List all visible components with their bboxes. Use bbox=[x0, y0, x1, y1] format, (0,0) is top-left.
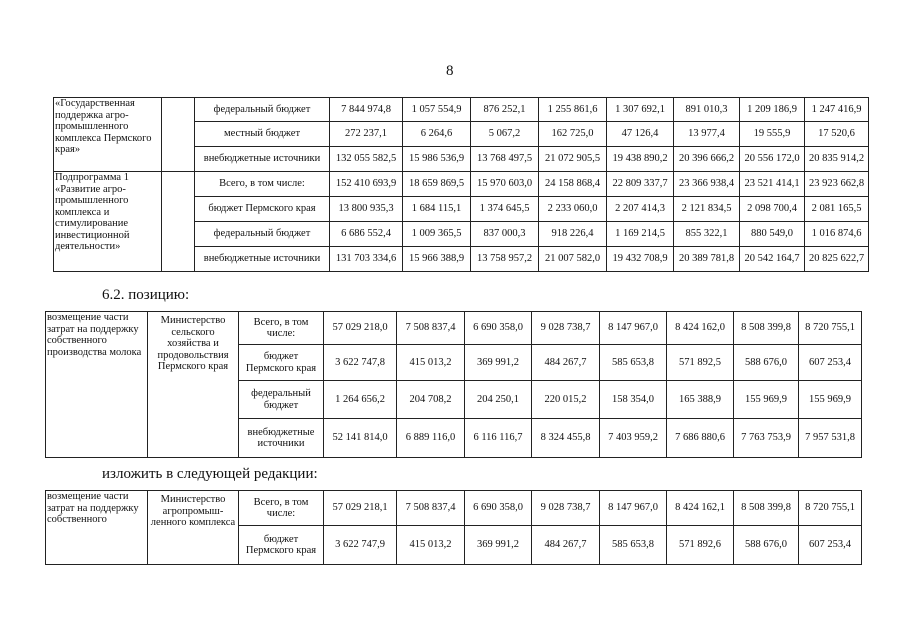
value-cell: 571 892,5 bbox=[667, 345, 734, 381]
value-cell: 18 659 869,5 bbox=[403, 172, 471, 197]
value-cell: 7 508 837,4 bbox=[397, 312, 465, 345]
page-number: 8 bbox=[446, 63, 454, 79]
value-cell: 1 684 115,1 bbox=[403, 197, 471, 222]
value-cell: 57 029 218,1 bbox=[324, 491, 397, 526]
source-label: федеральный бюджет bbox=[195, 98, 330, 122]
source-label: бюджет Пермского края bbox=[239, 526, 324, 565]
value-cell: 19 438 890,2 bbox=[607, 147, 674, 172]
value-cell: 15 986 536,9 bbox=[403, 147, 471, 172]
value-cell: 155 969,9 bbox=[799, 381, 862, 419]
value-cell: 165 388,9 bbox=[667, 381, 734, 419]
empty-cell bbox=[162, 172, 195, 272]
value-cell: 20 389 781,8 bbox=[674, 247, 740, 272]
value-cell: 162 725,0 bbox=[539, 122, 607, 147]
value-cell: 24 158 868,4 bbox=[539, 172, 607, 197]
source-label: Всего, в том числе: bbox=[195, 172, 330, 197]
measure-name: возмещение части затрат на поддержку собственного производства молока bbox=[46, 312, 148, 458]
value-cell: 23 923 662,8 bbox=[805, 172, 869, 197]
table-row bbox=[46, 312, 862, 345]
table-new-position bbox=[45, 490, 862, 565]
source-label: местный бюджет bbox=[195, 122, 330, 147]
value-cell: 13 758 957,2 bbox=[471, 247, 539, 272]
source-label: бюджет Пермского края bbox=[239, 345, 324, 381]
value-cell: 1 247 416,9 bbox=[805, 98, 869, 122]
empty-cell bbox=[162, 98, 195, 172]
source-label: федеральный бюджет bbox=[239, 381, 324, 419]
value-cell: 585 653,8 bbox=[600, 526, 667, 565]
value-cell: 17 520,6 bbox=[805, 122, 869, 147]
table-row bbox=[54, 98, 869, 122]
value-cell: 588 676,0 bbox=[734, 345, 799, 381]
value-cell: 7 508 837,4 bbox=[397, 491, 465, 526]
value-cell: 204 250,1 bbox=[465, 381, 532, 419]
value-cell: 1 169 214,5 bbox=[607, 222, 674, 247]
value-cell: 19 555,9 bbox=[740, 122, 805, 147]
value-cell: 20 835 914,2 bbox=[805, 147, 869, 172]
value-cell: 1 255 861,6 bbox=[539, 98, 607, 122]
value-cell: 47 126,4 bbox=[607, 122, 674, 147]
value-cell: 7 957 531,8 bbox=[799, 419, 862, 458]
value-cell: 158 354,0 bbox=[600, 381, 667, 419]
value-cell: 21 072 905,5 bbox=[539, 147, 607, 172]
value-cell: 415 013,2 bbox=[397, 526, 465, 565]
value-cell: 23 521 414,1 bbox=[740, 172, 805, 197]
value-cell: 415 013,2 bbox=[397, 345, 465, 381]
value-cell: 3 622 747,8 bbox=[324, 345, 397, 381]
source-label: федеральный бюджет bbox=[195, 222, 330, 247]
value-cell: 57 029 218,0 bbox=[324, 312, 397, 345]
value-cell: 1 016 874,6 bbox=[805, 222, 869, 247]
value-cell: 1 307 692,1 bbox=[607, 98, 674, 122]
value-cell: 484 267,7 bbox=[532, 345, 600, 381]
source-label: внебюджетные источники bbox=[239, 419, 324, 458]
value-cell: 2 233 060,0 bbox=[539, 197, 607, 222]
value-cell: 20 396 666,2 bbox=[674, 147, 740, 172]
value-cell: 20 825 622,7 bbox=[805, 247, 869, 272]
value-cell: 607 253,4 bbox=[799, 345, 862, 381]
value-cell: 8 508 399,8 bbox=[734, 312, 799, 345]
value-cell: 8 720 755,1 bbox=[799, 491, 862, 526]
value-cell: 6 690 358,0 bbox=[465, 491, 532, 526]
section-heading-position: 6.2. позицию: bbox=[102, 287, 190, 303]
value-cell: 8 147 967,0 bbox=[600, 491, 667, 526]
value-cell: 855 322,1 bbox=[674, 222, 740, 247]
value-cell: 8 424 162,1 bbox=[667, 491, 734, 526]
value-cell: 8 324 455,8 bbox=[532, 419, 600, 458]
source-label: Всего, в том числе: bbox=[239, 312, 324, 345]
value-cell: 837 000,3 bbox=[471, 222, 539, 247]
value-cell: 5 067,2 bbox=[471, 122, 539, 147]
value-cell: 369 991,2 bbox=[465, 526, 532, 565]
value-cell: 8 424 162,0 bbox=[667, 312, 734, 345]
value-cell: 204 708,2 bbox=[397, 381, 465, 419]
value-cell: 2 081 165,5 bbox=[805, 197, 869, 222]
section-heading-new-edition: изложить в следующей редакции: bbox=[102, 466, 318, 482]
source-label: Всего, в том числе: bbox=[239, 491, 324, 526]
value-cell: 220 015,2 bbox=[532, 381, 600, 419]
value-cell: 6 889 116,0 bbox=[397, 419, 465, 458]
value-cell: 13 977,4 bbox=[674, 122, 740, 147]
source-label: бюджет Пермского края bbox=[195, 197, 330, 222]
value-cell: 2 207 414,3 bbox=[607, 197, 674, 222]
value-cell: 7 403 959,2 bbox=[600, 419, 667, 458]
value-cell: 9 028 738,7 bbox=[532, 491, 600, 526]
value-cell: 3 622 747,9 bbox=[324, 526, 397, 565]
value-cell: 1 374 645,5 bbox=[471, 197, 539, 222]
value-cell: 880 549,0 bbox=[740, 222, 805, 247]
value-cell: 571 892,6 bbox=[667, 526, 734, 565]
value-cell: 15 966 388,9 bbox=[403, 247, 471, 272]
value-cell: 8 508 399,8 bbox=[734, 491, 799, 526]
value-cell: 484 267,7 bbox=[532, 526, 600, 565]
table-row bbox=[46, 491, 862, 526]
value-cell: 6 686 552,4 bbox=[330, 222, 403, 247]
value-cell: 2 121 834,5 bbox=[674, 197, 740, 222]
value-cell: 8 720 755,1 bbox=[799, 312, 862, 345]
value-cell: 22 809 337,7 bbox=[607, 172, 674, 197]
value-cell: 7 686 880,6 bbox=[667, 419, 734, 458]
measure-name: возмещение части затрат на поддержку собственного bbox=[46, 491, 148, 565]
value-cell: 155 969,9 bbox=[734, 381, 799, 419]
value-cell: 9 028 738,7 bbox=[532, 312, 600, 345]
program-name: «Государственная поддержка агро-промышленного комплекса Пермского края» bbox=[54, 98, 162, 172]
value-cell: 6 264,6 bbox=[403, 122, 471, 147]
ministry-name: Министерство агропромыш-ленного комплекса bbox=[148, 491, 239, 565]
value-cell: 23 366 938,4 bbox=[674, 172, 740, 197]
value-cell: 19 432 708,9 bbox=[607, 247, 674, 272]
value-cell: 7 763 753,9 bbox=[734, 419, 799, 458]
value-cell: 152 410 693,9 bbox=[330, 172, 403, 197]
value-cell: 588 676,0 bbox=[734, 526, 799, 565]
value-cell: 132 055 582,5 bbox=[330, 147, 403, 172]
value-cell: 13 768 497,5 bbox=[471, 147, 539, 172]
value-cell: 918 226,4 bbox=[539, 222, 607, 247]
value-cell: 891 010,3 bbox=[674, 98, 740, 122]
source-label: внебюджетные источники bbox=[195, 247, 330, 272]
value-cell: 1 057 554,9 bbox=[403, 98, 471, 122]
value-cell: 2 098 700,4 bbox=[740, 197, 805, 222]
value-cell: 585 653,8 bbox=[600, 345, 667, 381]
value-cell: 607 253,4 bbox=[799, 526, 862, 565]
value-cell: 131 703 334,6 bbox=[330, 247, 403, 272]
table-row bbox=[54, 172, 869, 197]
value-cell: 20 556 172,0 bbox=[740, 147, 805, 172]
source-label: внебюджетные источники bbox=[195, 147, 330, 172]
subprogram-name: Подпрограмма 1 «Развитие агро-промышленного комплекса и стимулирование инвестиционной деятельности» bbox=[54, 172, 162, 272]
value-cell: 20 542 164,7 bbox=[740, 247, 805, 272]
value-cell: 52 141 814,0 bbox=[324, 419, 397, 458]
value-cell: 6 690 358,0 bbox=[465, 312, 532, 345]
table-old-position bbox=[45, 311, 862, 458]
value-cell: 13 800 935,3 bbox=[330, 197, 403, 222]
ministry-name: Министерство сельского хозяйства и продовольствия Пермского края bbox=[148, 312, 239, 458]
value-cell: 21 007 582,0 bbox=[539, 247, 607, 272]
value-cell: 369 991,2 bbox=[465, 345, 532, 381]
table-program-financing bbox=[53, 97, 869, 272]
value-cell: 8 147 967,0 bbox=[600, 312, 667, 345]
value-cell: 1 209 186,9 bbox=[740, 98, 805, 122]
value-cell: 876 252,1 bbox=[471, 98, 539, 122]
value-cell: 272 237,1 bbox=[330, 122, 403, 147]
value-cell: 15 970 603,0 bbox=[471, 172, 539, 197]
value-cell: 1 009 365,5 bbox=[403, 222, 471, 247]
value-cell: 6 116 116,7 bbox=[465, 419, 532, 458]
value-cell: 7 844 974,8 bbox=[330, 98, 403, 122]
value-cell: 1 264 656,2 bbox=[324, 381, 397, 419]
